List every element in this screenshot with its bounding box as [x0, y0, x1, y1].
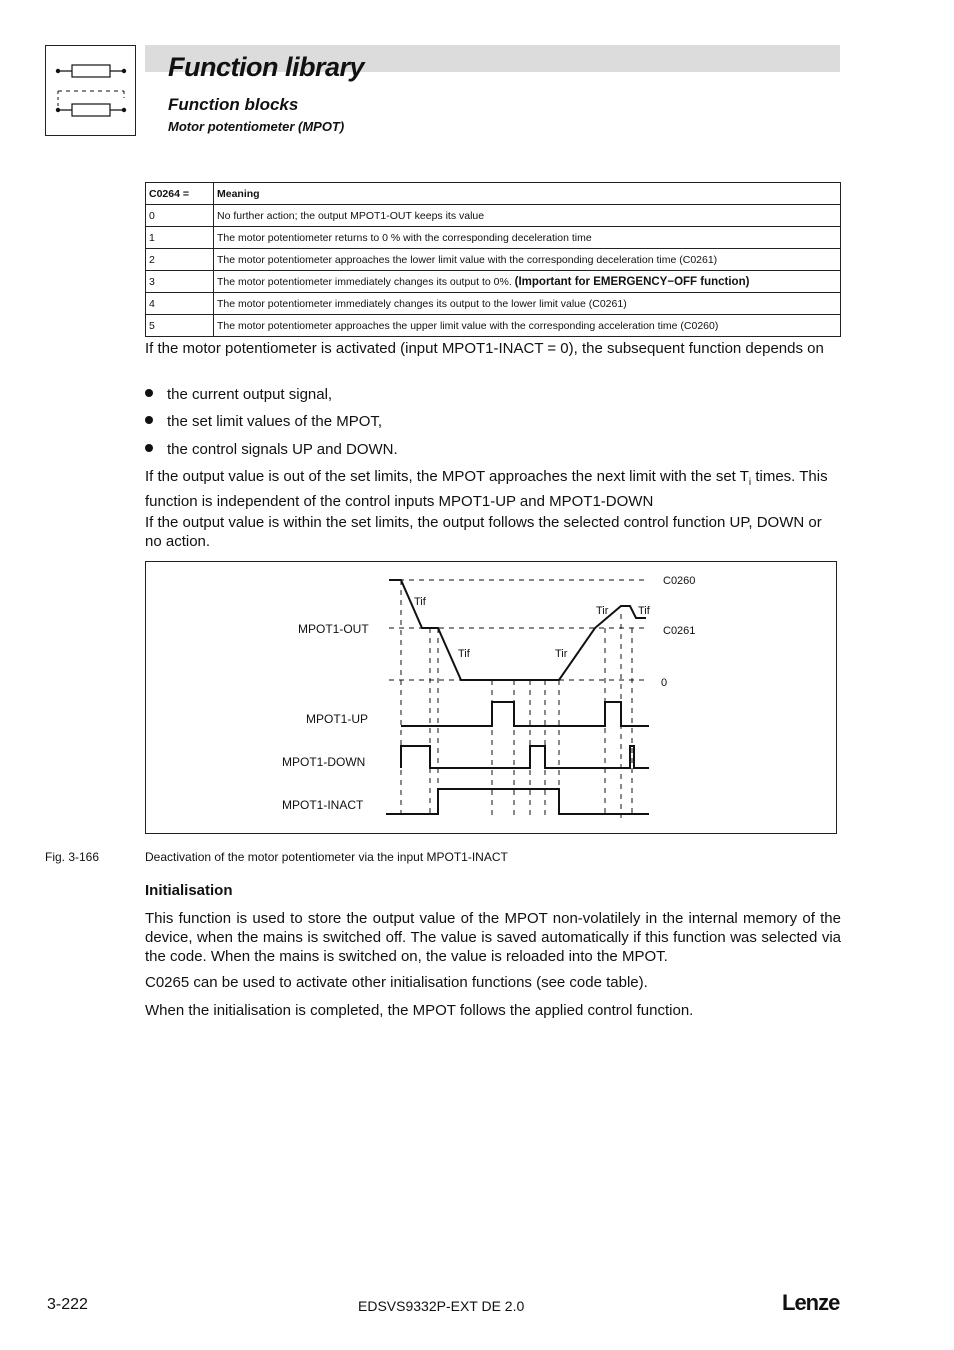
bullet-text: the control signals UP and DOWN. [167, 441, 398, 458]
limits-paragraph [145, 467, 841, 511]
table-cell-code: 1 [146, 227, 214, 249]
document-id: EDSVS9332P-EXT DE 2.0 [358, 1298, 525, 1314]
emergency-off-note: (Important for EMERGENCY−OFF function) [514, 275, 750, 288]
meaning-text: The motor potentiometer approaches the upper limit value with the corresponding acceleration time (C0260) [217, 319, 719, 332]
initialisation-paragraph-3: When the initialisation is completed, the MPOT follows the applied control function. [145, 1002, 694, 1019]
level-label-c0261: C0261 [663, 625, 696, 637]
table-cell-meaning [214, 205, 841, 227]
table-header-row [146, 183, 841, 205]
table-row [146, 293, 841, 315]
signal-label-mpot1-up: MPOT1-UP [306, 712, 369, 726]
level-label-c0260: C0260 [663, 575, 696, 587]
limits-subscript: i [748, 477, 752, 488]
mpot1-out-waveform [389, 580, 646, 680]
section-subtitle: Function blocks [168, 95, 299, 114]
signal-label-mpot1-inact: MPOT1-INACT [282, 798, 364, 812]
meaning-text: The motor potentiometer returns to 0 % with the corresponding deceleration time [217, 231, 592, 244]
table-cell-meaning [214, 249, 841, 271]
mpot1-inact-waveform [386, 789, 649, 814]
ramp-label-tif-3: Tif [638, 605, 650, 617]
table-row [146, 271, 841, 293]
meaning-text: The motor potentiometer immediately changes its output to the lower limit value (C0261) [217, 297, 627, 310]
table-cell-meaning [214, 293, 841, 315]
within-limits-paragraph: If the output value is within the set limits, the output follows the selected control function UP, DOWN or no action. [145, 514, 822, 550]
table-cell-meaning [214, 271, 841, 293]
table-header-code: C0264 = [146, 183, 214, 205]
table-row [146, 227, 841, 249]
page-title: Function library [168, 52, 365, 82]
signal-label-mpot1-out: MPOT1-OUT [298, 622, 369, 636]
limits-text-b: times. This function is independent of the control inputs MPOT1-UP and MPOT1-DOWN [145, 468, 828, 510]
intro-paragraph: If the motor potentiometer is activated (input MPOT1-INACT = 0), the subsequent function depends on [145, 340, 824, 357]
meaning-text: No further action; the output MPOT1-OUT keeps its value [217, 209, 485, 222]
list-item [145, 440, 398, 459]
table-cell-code: 4 [146, 293, 214, 315]
table-cell-code: 2 [146, 249, 214, 271]
bullet-icon [145, 416, 153, 424]
ramp-label-tir-2: Tir [596, 605, 609, 617]
meaning-text: The motor potentiometer immediately changes its output to 0%. [217, 275, 512, 288]
bullet-text: the set limit values of the MPOT, [167, 413, 383, 430]
ramp-label-tir-1: Tir [555, 648, 568, 660]
list-item [145, 385, 332, 404]
subsection-title: Motor potentiometer (MPOT) [168, 119, 345, 134]
table-cell-code: 0 [146, 205, 214, 227]
figure-number: Fig. 3-166 [45, 850, 100, 864]
initialisation-heading: Initialisation [145, 882, 233, 899]
table-header-meaning: Meaning [214, 183, 841, 205]
limits-text-a: If the output value is out of the set limits, the MPOT approaches the next limit with the set T [145, 468, 749, 485]
table-row [146, 249, 841, 271]
initialisation-paragraph-2: C0265 can be used to activate other initialisation functions (see code table). [145, 974, 648, 991]
initialisation-paragraph-1: This function is used to store the output value of the MPOT non-volatilely in the internal memory of the device, when the mains is switched off. The value is saved automatically if this function was selected via the code. When the mains is switched on, the value is reloaded into the MPOT. [145, 910, 841, 965]
bullet-icon [145, 389, 153, 397]
ramp-label-tif-1: Tif [414, 596, 426, 608]
table-row [146, 315, 841, 337]
timing-diagram [145, 561, 837, 834]
timing-diagram-svg [146, 562, 836, 833]
function-block-icon [46, 46, 135, 135]
signal-label-mpot1-down: MPOT1-DOWN [282, 755, 366, 769]
c0264-table [145, 182, 841, 337]
ramp-label-tif-2: Tif [458, 648, 470, 660]
table-cell-meaning [214, 227, 841, 249]
table-cell-meaning [214, 315, 841, 337]
table-row [146, 205, 841, 227]
brand-logo: Lenze [782, 1290, 840, 1315]
table-cell-code: 3 [146, 271, 214, 293]
level-label-zero: 0 [661, 677, 668, 689]
list-item [145, 412, 382, 431]
bullet-text: the current output signal, [167, 386, 333, 403]
table-cell-code: 5 [146, 315, 214, 337]
figure-caption: Deactivation of the motor potentiometer via the input MPOT1-INACT [145, 850, 508, 864]
function-block-logo [45, 45, 136, 136]
bullet-icon [145, 444, 153, 452]
meaning-text: The motor potentiometer approaches the lower limit value with the corresponding deceleration time (C0261) [217, 253, 718, 266]
page-number: 3-222 [47, 1296, 88, 1313]
